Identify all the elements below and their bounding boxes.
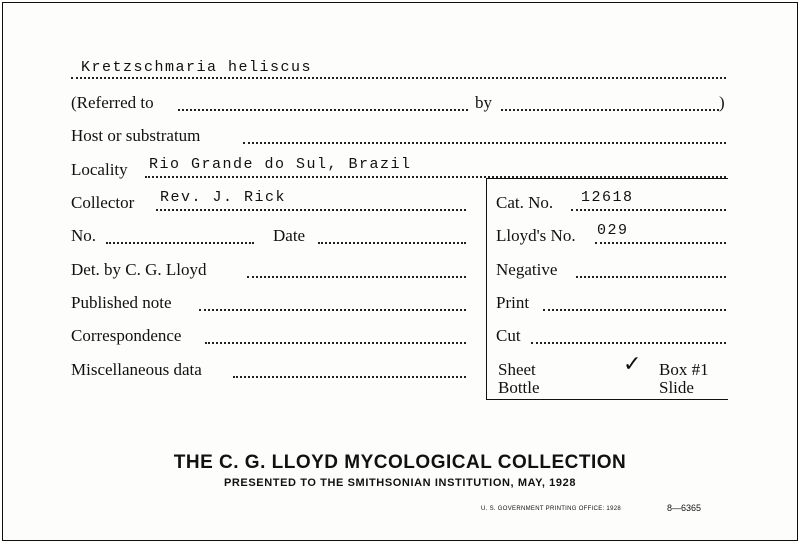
form-number: 8—6365 bbox=[667, 503, 702, 513]
referred-to-line bbox=[178, 109, 468, 111]
lloyd-no-label: Lloyd's No. bbox=[496, 226, 576, 245]
lloyd-no-value: 029 bbox=[597, 222, 629, 239]
referred-to-label: (Referred to bbox=[71, 93, 154, 112]
close-paren: ) bbox=[719, 93, 725, 112]
published-note-label: Published note bbox=[71, 293, 172, 312]
cut-line bbox=[531, 342, 726, 344]
collector-line bbox=[156, 209, 466, 211]
det-by-label: Det. by C. G. Lloyd bbox=[71, 260, 207, 279]
published-note-line bbox=[199, 309, 466, 311]
date-label: Date bbox=[273, 226, 306, 245]
species-line bbox=[71, 77, 726, 79]
cut-label: Cut bbox=[496, 326, 521, 345]
misc-data-line bbox=[233, 376, 466, 378]
lloyd-no-line bbox=[595, 242, 726, 244]
specimen-card bbox=[2, 2, 798, 541]
negative-label: Negative bbox=[496, 260, 558, 279]
cat-no-label: Cat. No. bbox=[496, 193, 554, 212]
date-line bbox=[318, 242, 466, 244]
cat-no-value: 12618 bbox=[581, 189, 634, 206]
correspondence-label: Correspondence bbox=[71, 326, 182, 345]
by-label: by bbox=[475, 93, 492, 112]
collection-subtitle: PRESENTED TO THE SMITHSONIAN INSTITUTION, MAY, 1928 bbox=[223, 477, 577, 489]
negative-line bbox=[576, 276, 726, 278]
check-mark-icon: ✓ bbox=[623, 351, 642, 376]
host-label: Host or substratum bbox=[71, 126, 201, 145]
print-label: Print bbox=[496, 293, 530, 312]
correspondence-line bbox=[205, 342, 466, 344]
box-label: Box #1 bbox=[659, 360, 709, 379]
collection-title: THE C. G. LLOYD MYCOLOGICAL COLLECTION bbox=[173, 452, 627, 473]
printer-imprint: U. S. GOVERNMENT PRINTING OFFICE: 1928 bbox=[481, 506, 621, 512]
collector-value: Rev. J. Rick bbox=[160, 189, 287, 206]
locality-value: Rio Grande do Sul, Brazil bbox=[149, 156, 412, 173]
locality-label: Locality bbox=[71, 160, 128, 179]
cat-no-line bbox=[571, 209, 726, 211]
print-line bbox=[543, 309, 726, 311]
det-by-line bbox=[247, 276, 466, 278]
misc-data-label: Miscellaneous data bbox=[71, 360, 202, 379]
slide-label: Slide bbox=[659, 378, 694, 397]
collector-label: Collector bbox=[71, 193, 135, 212]
host-line bbox=[243, 142, 726, 144]
bottle-label: Bottle bbox=[498, 378, 540, 397]
sheet-label: Sheet bbox=[498, 360, 536, 379]
species-name: Kretzschmaria heliscus bbox=[81, 59, 313, 76]
no-line bbox=[106, 242, 254, 244]
no-label: No. bbox=[71, 226, 97, 245]
by-line bbox=[501, 109, 719, 111]
